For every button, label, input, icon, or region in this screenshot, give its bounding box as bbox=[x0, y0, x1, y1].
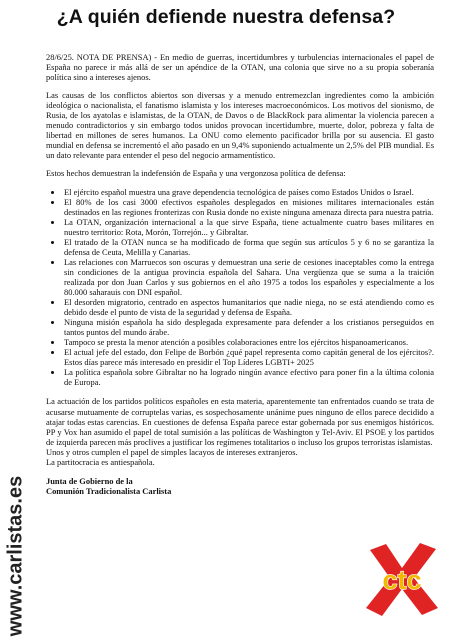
list-item: • Ninguna misión española ha sido desplegada expresamente para defender a los cristianos perseguidos en tantos puntos del mundo árabe. bbox=[63, 317, 434, 337]
facts-intro-paragraph: Estos hechos demuestran la indefensión de España y una vergonzosa política de defensa: bbox=[46, 168, 346, 179]
causes-paragraph: Las causas de los conflictos abiertos son diversas y a menudo entremezclan ingredientes como la ambición ideológica o nacionalista, el fanatismo islamista y los intereses macroeconómicos. Los motivos del sionismo, de Rusia, de los ayatolas e islamistas, de la OTAN, de Davos o de BlackRock para alimentar la violencia parecen a menudo contradictorios y sin embargo todos unidos provocan incertidumbre, muerte, dolor, pobreza y falta de libertad en millones de seres humanos. La ONU como elemento pacificador brilla por su ausencia. El gasto mundial en defensa se incrementó el año pasado en un 9,4% suponiendo actualmente un 2,5% del PIB mundial. Es un dato relevante para entender el peso del negocio armamentístico. bbox=[46, 90, 434, 161]
list-item: • El desorden migratorio, centrado en aspectos humanitarios que nadie niega, no se está atendiendo como es debido desde el punto de vista de la seguridad y defensa de España. bbox=[63, 297, 434, 317]
list-item: • Tampoco se presta la menor atención a posibles colaboraciones entre los ejércitos hispanoamericanos. bbox=[63, 337, 434, 347]
ctc-logo bbox=[362, 540, 442, 618]
parties-paragraph: La actuación de los partidos políticos españoles en esta materia, aparentemente tan enfrentados cuando se trata de acusarse mutuamente de corruptelas varias, es sospechosamente unánime pues ninguno de ellos parece decidido a atajar todas estas carencias. En cuestiones de defensa España parece estar gobernada por sus enemigos históricos. PP y Vox han asumido el papel de total sumisión a las políticas de Washington y Tel-Aviv. El PSOE y los partidos de izquierda parecen más proclives a justificar los regímenes totalitarios o incluso los grupos terroristas islamistas. bbox=[46, 396, 434, 447]
press-release-body bbox=[46, 52, 434, 497]
intro-paragraph: 28/6/25. NOTA DE PRENSA) - En medio de guerras, incertidumbres y turbulencias internacionales el papel de España no parece ir más allá de ser un apéndice de la OTAN, una colonia que sirve no a su propia soberanía política sino a intereses ajenos. bbox=[46, 52, 434, 83]
list-item: • El actual jefe del estado, don Felipe de Borbón ¿qué papel representa como capitán general de los ejércitos?. Estos días parece más interesado en presidir el Top Líderes LGBTI+ 2025 bbox=[63, 347, 434, 367]
list-item: • Las relaciones con Marruecos son oscuras y demuestran una serie de cesiones inaceptables como la entrega sin condiciones de la antigua provincia española del Sahara. Una vergüenza que se suma a la traición realizada por don Juan Carlos y sus gobiernos en el año 1975 a todos los españoles y especialmente a los 80.000 saharauis con DNI español. bbox=[63, 257, 434, 297]
list-item: • El ejército español muestra una grave dependencia tecnológica de países como Estados Unidos o Israel. bbox=[63, 187, 434, 197]
page-title: ¿A quién defiende nuestra defensa? bbox=[56, 6, 396, 28]
website-url[interactable]: www.carlistas.es bbox=[4, 475, 27, 637]
facts-list bbox=[46, 187, 434, 388]
partitocracy-line: La partitocracia es antiespañola. bbox=[46, 456, 155, 467]
lackeys-line: Unos y otros cumplen el papel de simples lacayos de intereses extranjeros. bbox=[46, 446, 298, 457]
signature-line-2: Comunión Tradicionalista Carlista bbox=[46, 486, 172, 497]
website-sidebar bbox=[3, 476, 29, 636]
logo-text: ctc bbox=[382, 565, 422, 595]
list-item: • La OTAN, organización internacional a la que sirve España, tiene actualmente cuatro bases militares en nuestro territorio: Rota, Morón, Torrejón... y Gibraltar. bbox=[63, 217, 434, 237]
ctc-logo-graphic bbox=[362, 540, 442, 618]
signature bbox=[46, 476, 434, 497]
list-item: • El 80% de los casi 3000 efectivos españoles desplegados en misiones militares internacionales están destinados en las regiones fronterizas con Rusia donde no existe ninguna amenaza directa para nuestra patria. bbox=[63, 197, 434, 217]
list-item: • La política española sobre Gibraltar no ha logrado ningún avance efectivo para poner fin a la última colonia de Europa. bbox=[63, 367, 434, 387]
signature-line-1: Junta de Gobierno de la bbox=[46, 475, 133, 486]
list-item: • El tratado de la OTAN nunca se ha modificado de forma que según sus artículos 5 y 6 no se garantiza la defensa de Ceuta, Melilla y Canarias. bbox=[63, 237, 434, 257]
